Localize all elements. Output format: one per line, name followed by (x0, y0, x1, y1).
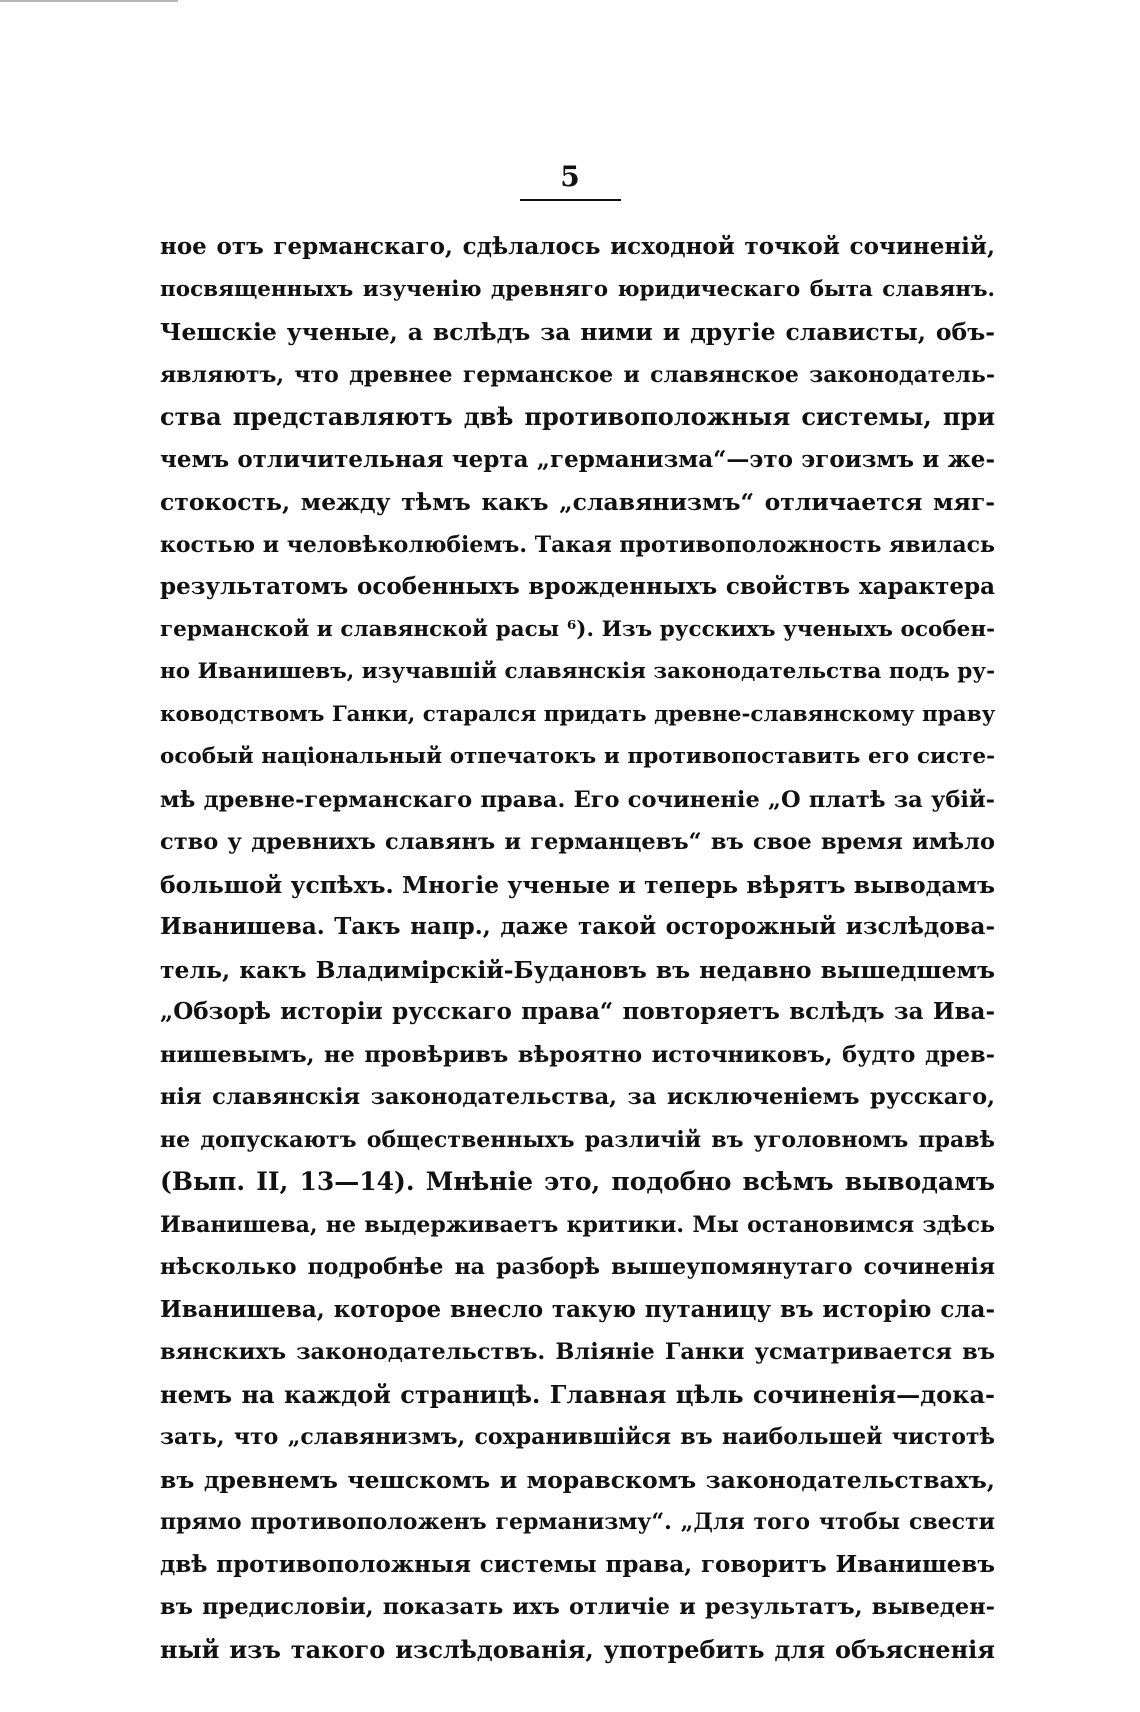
text-line: особый національный отпечатокъ и противопоставить его систе- (160, 744, 995, 769)
text-line: зать, что „славянизмъ, сохранившійся въ наибольшей чистотѣ (160, 1424, 995, 1450)
top-edge-rule (0, 0, 178, 2)
text-line: ное отъ германскаго, сдѣлалось исходной точкой сочиненій, (160, 233, 995, 260)
page-number-rule (520, 199, 621, 201)
text-line: посвященныхъ изученію древняго юридическаго быта славянъ. (160, 276, 995, 302)
page-number: 5 (560, 160, 580, 193)
text-line: не допускаютъ общественныхъ различій въ уголовномъ правѣ (160, 1126, 995, 1153)
text-line: являютъ, что древнее германское и славянское законодатель- (160, 361, 995, 388)
text-line: нѣсколько подробнѣе на разборѣ вышеупомянутаго сочиненія (160, 1254, 995, 1280)
text-line: (Вып. II, 13—14). Мнѣніе это, подобно всѣмъ выводамъ (160, 1167, 995, 1196)
text-line: ство у древнихъ славянъ и германцевъ“ въ свое время имѣло (160, 829, 995, 855)
text-line: германской и славянской расы ⁶). Изъ русскихъ ученыхъ особен- (160, 616, 995, 642)
text-line: Иванишева, не выдерживаетъ критики. Мы остановимся здѣсь (160, 1211, 995, 1238)
text-line: ства представляютъ двѣ противоположныя системы, при (160, 402, 995, 431)
text-line: въ предисловіи, показать ихъ отличіе и результатъ, выведен- (160, 1594, 995, 1620)
text-line: въ древнемъ чешскомъ и моравскомъ законодательствахъ, (160, 1465, 995, 1494)
text-line: костью и человѣколюбіемъ. Такая противоположность явилась (160, 531, 995, 558)
text-line: но Иванишевъ, изучавшій славянскія законодательства подъ ру- (160, 659, 995, 684)
text-line: тель, какъ Владимірскій-Будановъ въ недавно вышедшемъ (160, 955, 995, 984)
text-line: вянскихъ законодательствъ. Вліяніе Ганки усматривается въ (160, 1339, 995, 1365)
text-line: немъ на каждой страницѣ. Главная цѣль сочиненія—дока- (160, 1379, 995, 1409)
text-line: стокость, между тѣмъ какъ „славянизмъ“ отличается мяг- (160, 488, 995, 516)
text-line: прямо противоположенъ германизму“. „Для того чтобы свести (160, 1509, 995, 1535)
text-line: Чешскіе ученые, а вслѣдъ за ними и другіе слависты, объ- (160, 318, 995, 346)
text-line: Иванишева. Такъ напр., даже такой осторожный изслѣдова- (160, 913, 995, 940)
text-line: ный изъ такого изслѣдованія, употребить для объясненія (160, 1634, 995, 1664)
text-line: чемъ отличительная черта „германизма“—это эгоизмъ и же- (160, 445, 995, 473)
text-line: нія славянскія законодательства, за исключеніемъ русскаго, (160, 1084, 995, 1110)
text-line: „Обзорѣ исторіи русскаго права“ повторяетъ вслѣдъ за Ива- (160, 998, 995, 1025)
text-line: ководствомъ Ганки, старался придать древне-славянскому праву (160, 701, 995, 727)
body-text (160, 226, 995, 1671)
text-line: результатомъ особенныхъ врожденныхъ свойствъ характера (160, 573, 995, 600)
text-line: Иванишева, которое внесло такую путаницу въ исторію сла- (160, 1295, 995, 1323)
text-line: мѣ древне-германскаго права. Его сочиненіе „О платѣ за убій- (160, 786, 995, 813)
text-line: большой успѣхъ. Многіе ученые и теперь вѣрятъ выводамъ (160, 870, 995, 899)
text-line: двѣ противоположныя системы права, говоритъ Иванишевъ (160, 1550, 995, 1578)
text-line: нишевымъ, не провѣривъ вѣроятно источниковъ, будто древ- (160, 1041, 995, 1068)
